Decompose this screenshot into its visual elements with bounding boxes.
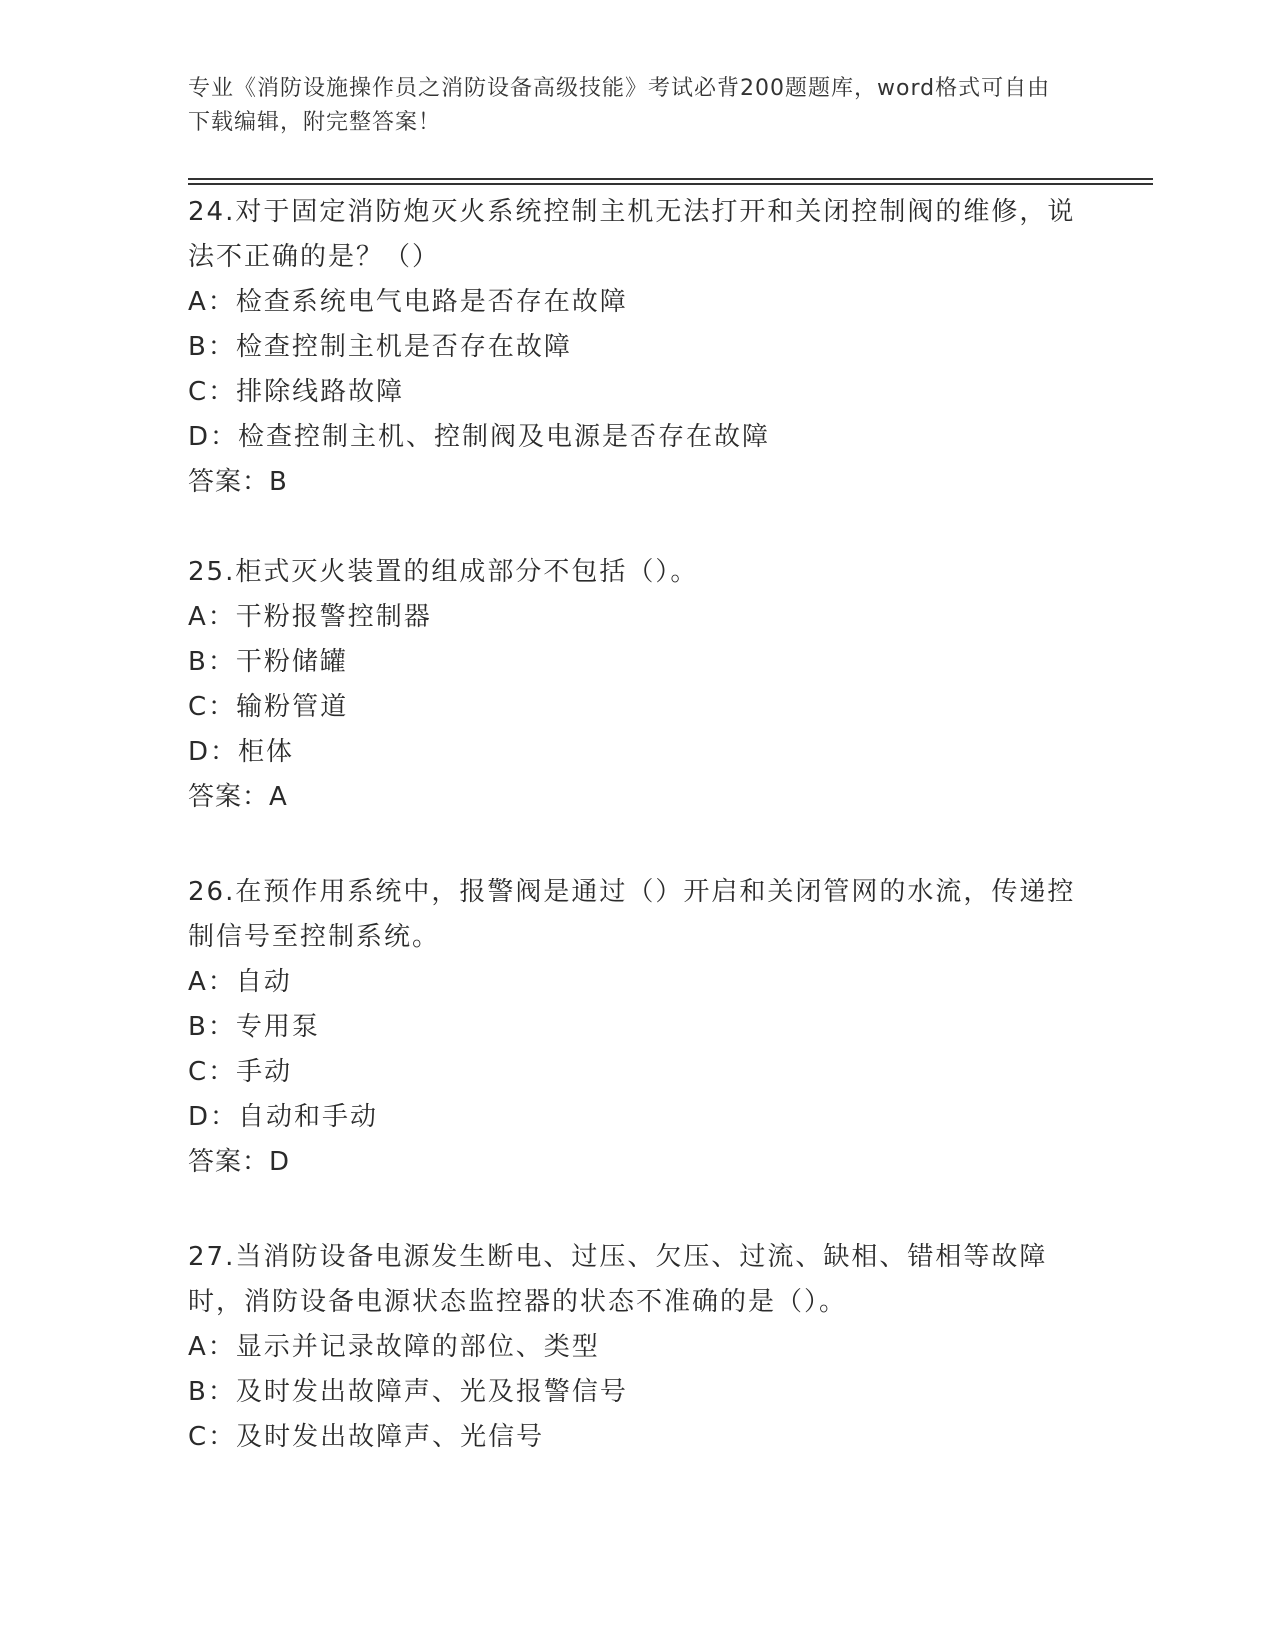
- question-24: [188, 190, 1088, 505]
- option-b: B：干粉储罐: [188, 647, 348, 677]
- answer: 答案：A: [188, 782, 288, 812]
- question-25: [188, 550, 1088, 820]
- question-stem: 24.对于固定消防炮灭火系统控制主机无法打开和关闭控制阀的维修，说法不正确的是？（）: [188, 197, 1076, 272]
- option-a: A：检查系统电气电路是否存在故障: [188, 287, 628, 317]
- option-d: D：自动和手动: [188, 1102, 379, 1132]
- question-26: [188, 870, 1088, 1185]
- option-c: C：排除线路故障: [188, 377, 405, 407]
- question-stem: 25.柜式灭火装置的组成部分不包括（）。: [188, 557, 699, 587]
- question-stem: 26.在预作用系统中，报警阀是通过（）开启和关闭管网的水流，传递控制信号至控制系统。: [188, 877, 1076, 952]
- header-divider-top: [188, 178, 1153, 180]
- option-b: B：专用泵: [188, 1012, 320, 1042]
- option-b: B：及时发出故障声、光及报警信号: [188, 1377, 628, 1407]
- question-27: [188, 1235, 1088, 1460]
- header-divider-bottom: [188, 183, 1153, 185]
- answer: 答案：B: [188, 467, 288, 497]
- option-d: D：检查控制主机、控制阀及电源是否存在故障: [188, 422, 771, 452]
- question-stem: 27.当消防设备电源发生断电、过压、欠压、过流、缺相、错相等故障时，消防设备电源状态监控器的状态不准确的是（）。: [188, 1242, 1048, 1317]
- option-c: C：输粉管道: [188, 692, 349, 722]
- option-d: D：柜体: [188, 737, 295, 767]
- option-c: C：手动: [188, 1057, 293, 1087]
- option-b: B：检查控制主机是否存在故障: [188, 332, 572, 362]
- option-a: A：自动: [188, 967, 292, 997]
- option-a: A：显示并记录故障的部位、类型: [188, 1332, 600, 1362]
- option-c: C：及时发出故障声、光信号: [188, 1422, 545, 1452]
- document-header: 专业《消防设施操作员之消防设备高级技能》考试必背200题题库，word格式可自由下载编辑，附完整答案！: [188, 76, 1051, 135]
- answer: 答案：D: [188, 1147, 291, 1177]
- option-a: A：干粉报警控制器: [188, 602, 432, 632]
